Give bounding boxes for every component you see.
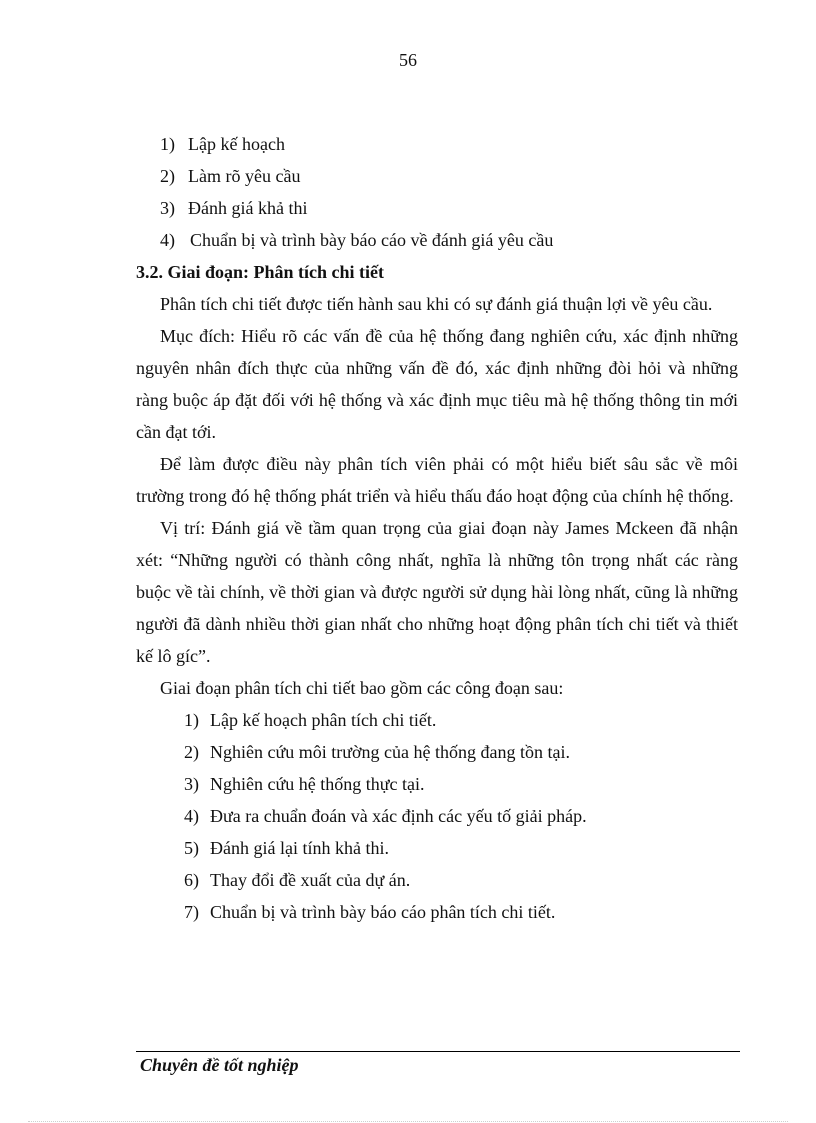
- list-item-number: 4): [160, 230, 175, 250]
- list-item: [184, 768, 738, 800]
- list-item-number: 4): [184, 806, 199, 826]
- list-item-number: 1): [184, 710, 199, 730]
- list-item-text: Nghiên cứu hệ thống thực tại.: [210, 774, 425, 794]
- list-item: [184, 864, 738, 896]
- footer-divider: [136, 1051, 740, 1052]
- list-item-text: Đưa ra chuẩn đoán và xác định các yếu tố giải pháp.: [210, 806, 587, 826]
- page-number: 56: [399, 50, 417, 70]
- list-item-text: Đánh giá lại tính khả thi.: [210, 838, 389, 858]
- list-item-number: 2): [160, 166, 175, 186]
- list-item-number: 7): [184, 902, 199, 922]
- substeps-list: [136, 704, 738, 928]
- list-item: [160, 192, 738, 224]
- list-item: [184, 736, 738, 768]
- list-item: [184, 832, 738, 864]
- list-item-number: 6): [184, 870, 199, 890]
- list-item-text: Chuẩn bị và trình bày báo cáo phân tích chi tiết.: [210, 902, 556, 922]
- list-item-text: Đánh giá khả thi: [188, 198, 308, 218]
- list-item-text: Thay đổi đề xuất của dự án.: [210, 870, 411, 890]
- list-item-text: Lập kế hoạch: [188, 134, 285, 154]
- list-item: [160, 224, 738, 256]
- list-item-text: Làm rõ yêu cầu: [188, 166, 301, 186]
- footer-title: Chuyên đề tốt nghiệp: [140, 1055, 299, 1075]
- list-item-number: 2): [184, 742, 199, 762]
- list-item-text: Nghiên cứu môi trường của hệ thống đang tồn tại.: [210, 742, 570, 762]
- list-item: [160, 160, 738, 192]
- paragraph: Mục đích: Hiểu rõ các vấn đề của hệ thống đang nghiên cứu, xác định những nguyên nhân đích thực của những vấn đề đó, xác định những đòi hỏi và những ràng buộc áp đặt đối với hệ thống và xác định mục tiêu mà hệ thống thông tin mới cần đạt tới.: [136, 326, 738, 442]
- paragraph: Giai đoạn phân tích chi tiết bao gồm các công đoạn sau:: [160, 678, 564, 698]
- list-item-number: 1): [160, 134, 175, 154]
- steps-list: [136, 128, 738, 256]
- paragraph: Vị trí: Đánh giá về tầm quan trọng của giai đoạn này James Mckeen đã nhận xét: “Những người có thành công nhất, nghĩa là những tôn trọng nhất các ràng buộc về tài chính, về thời gian và được người sử dụng hài lòng nhất, cũng là những người đã dành nhiều thời gian nhất cho những hoạt động phân tích chi tiết và thiết kế lô gíc”.: [136, 518, 738, 666]
- list-item-text: Chuẩn bị và trình bày báo cáo về đánh giá yêu cầu: [190, 230, 554, 250]
- document-body: [136, 128, 738, 928]
- list-item-text: Lập kế hoạch phân tích chi tiết.: [210, 710, 437, 730]
- section-heading: 3.2. Giai đoạn: Phân tích chi tiết: [136, 262, 385, 282]
- list-item-number: 5): [184, 838, 199, 858]
- list-item: [184, 896, 738, 928]
- paragraph: Phân tích chi tiết được tiến hành sau khi có sự đánh giá thuận lợi về yêu cầu.: [160, 294, 713, 314]
- list-item-number: 3): [160, 198, 175, 218]
- list-item-number: 3): [184, 774, 199, 794]
- list-item: [160, 128, 738, 160]
- page-bottom-edge: [28, 1121, 788, 1122]
- list-item: [184, 800, 738, 832]
- list-item: [184, 704, 738, 736]
- paragraph: Để làm được điều này phân tích viên phải có một hiểu biết sâu sắc về môi trường trong đó hệ thống phát triển và hiểu thấu đáo hoạt động của chính hệ thống.: [136, 454, 738, 506]
